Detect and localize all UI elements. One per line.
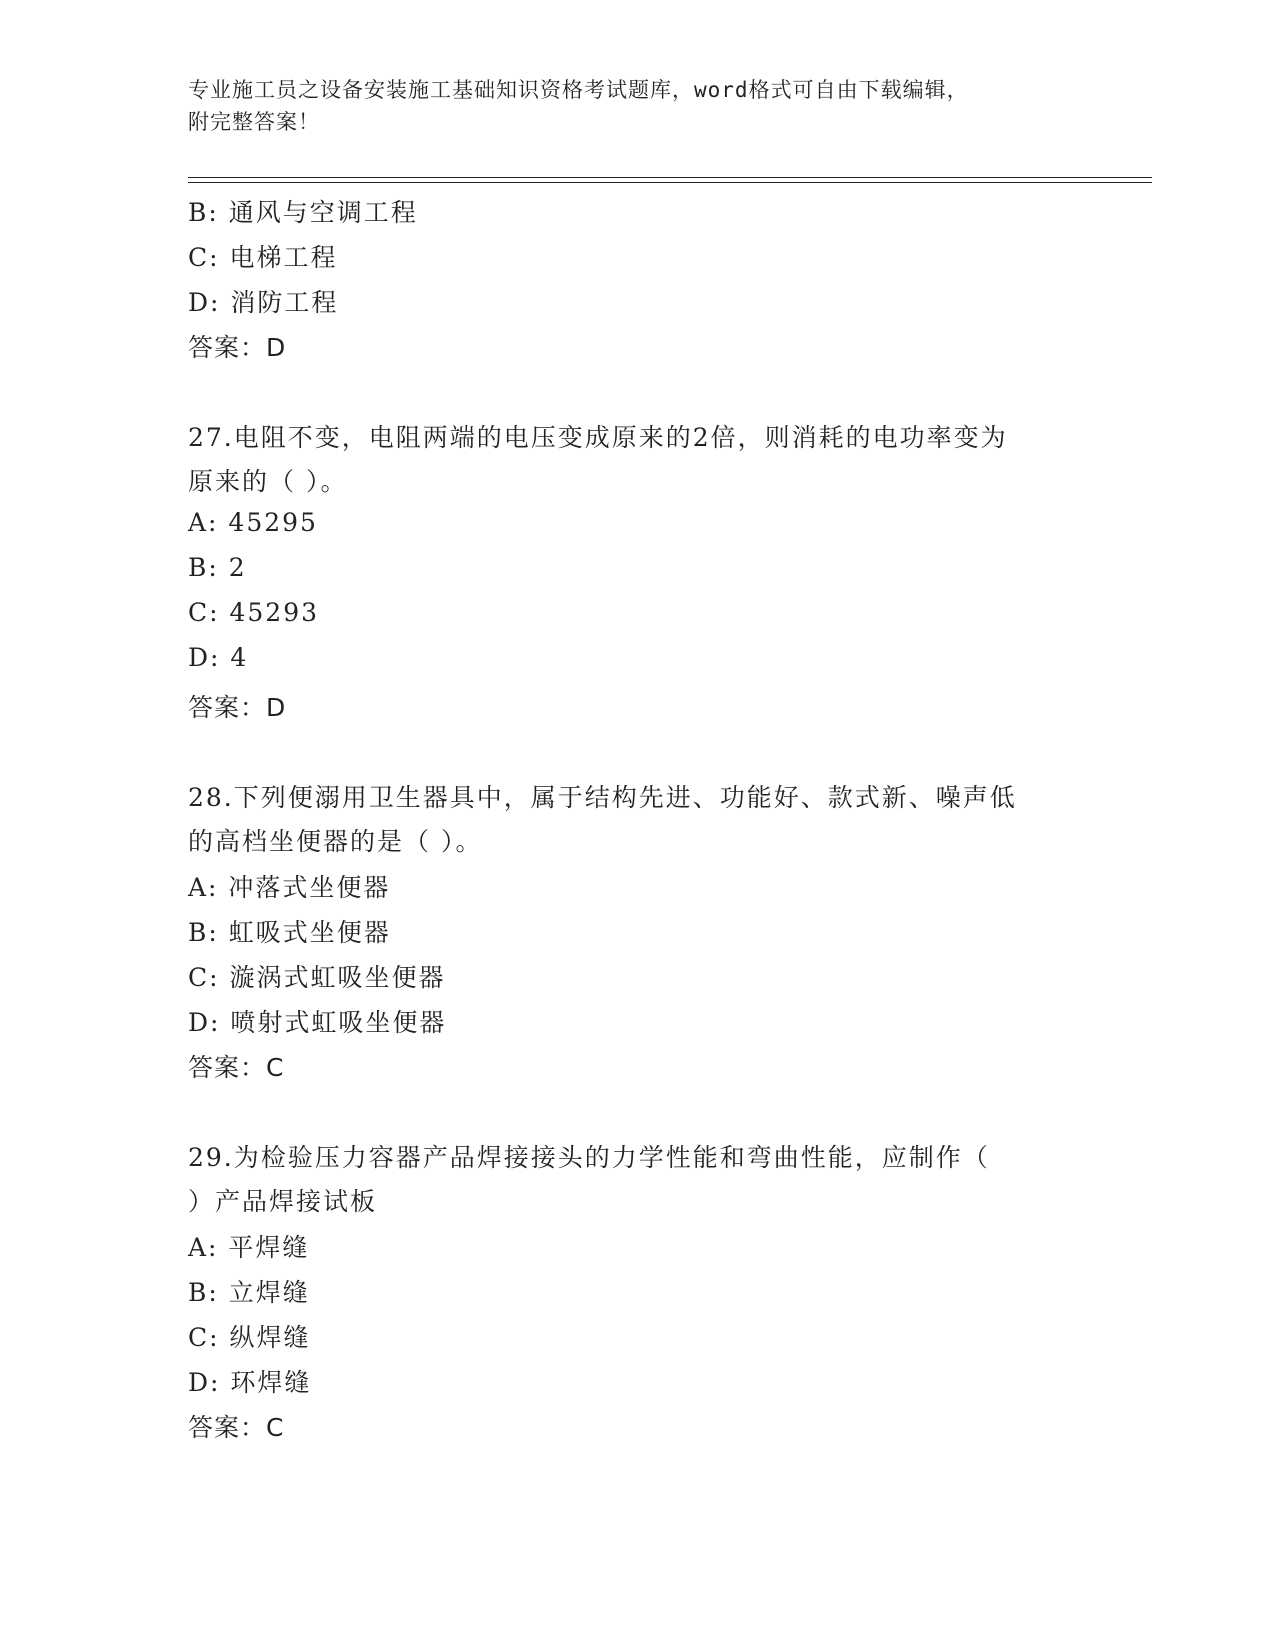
q27-option-d: D: 4 [188,643,249,672]
option-d: D: 消防工程 [188,288,339,317]
q28-answer: 答案：C [188,1053,285,1082]
q28-option-c: C: 漩涡式虹吸坐便器 [188,963,446,992]
q29-option-c: C: 纵焊缝 [188,1323,311,1352]
question-stem-29-line-2: ）产品焊接试板 [188,1187,378,1216]
question-stem-27-line-2: 原来的（ ）。 [188,467,348,496]
q27-option-a: A: 45295 [188,508,318,537]
q29-option-a: A: 平焊缝 [188,1233,310,1262]
q29-answer: 答案：C [188,1413,285,1442]
q28-option-a: A: 冲落式坐便器 [188,873,391,902]
question-stem-28-line-1: 28.下列便溺用卫生器具中，属于结构先进、功能好、款式新、噪声低 [188,783,1017,812]
q28-option-d: D: 喷射式虹吸坐便器 [188,1008,447,1037]
question-stem-29-line-1: 29.为检验压力容器产品焊接接头的力学性能和弯曲性能，应制作（ [188,1143,990,1172]
q28-option-b: B: 虹吸式坐便器 [188,918,391,947]
header-divider-bottom [188,182,1152,183]
document-header [188,74,1068,138]
q29-option-d: D: 环焊缝 [188,1368,312,1397]
q27-option-b: B: 2 [188,553,247,582]
q27-answer: 答案：D [188,693,287,722]
header-line-1: 专业施工员之设备安装施工基础知识资格考试题库，word格式可自由下载编辑， [188,78,969,102]
option-c: C: 电梯工程 [188,243,338,272]
question-stem-28-line-2: 的高档坐便器的是（ ）。 [188,827,483,856]
question-stem-27-line-1: 27.电阻不变，电阻两端的电压变成原来的2倍，则消耗的电功率变为 [188,423,1008,452]
header-line-2: 附完整答案！ [188,110,320,134]
q29-option-b: B: 立焊缝 [188,1278,310,1307]
q27-option-c: C: 45293 [188,598,320,627]
option-b: B: 通风与空调工程 [188,198,418,227]
answer-label: 答案：D [188,333,287,362]
header-divider-top [188,177,1152,178]
